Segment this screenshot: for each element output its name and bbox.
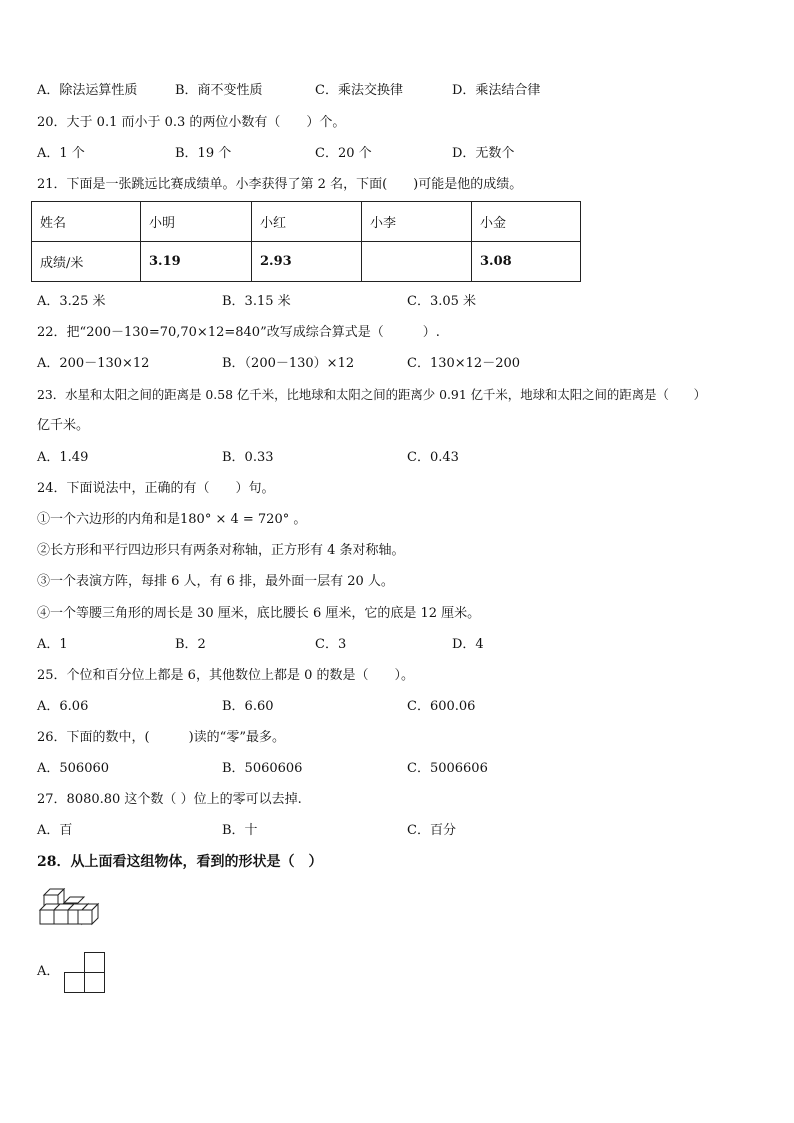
q26-option-a[interactable]: A．506060 xyxy=(37,761,110,776)
q19-option-c[interactable]: C．乘法交换律 xyxy=(315,83,403,98)
q25-option-c[interactable]: C．600.06 xyxy=(407,699,476,714)
q24-option-c[interactable]: C．3 xyxy=(315,637,347,652)
table-header-cell: 小红 xyxy=(252,202,362,242)
q23-stem-continued: 亿千米。 xyxy=(37,418,90,433)
q24-stem: 24．下面说法中，正确的有（ ）句。 xyxy=(37,481,275,496)
q23-option-c[interactable]: C．0.43 xyxy=(407,450,459,465)
q20-option-a[interactable]: A．1 个 xyxy=(37,146,85,161)
q20-option-c[interactable]: C．20 个 xyxy=(315,146,372,161)
q20-option-b[interactable]: B．19 个 xyxy=(175,146,232,161)
q19-option-a[interactable]: A．除法运算性质 xyxy=(37,83,138,98)
q24-statement-3: ③一个表演方阵，每排 6 人，有 6 排，最外面一层有 20 人。 xyxy=(37,574,394,589)
q26-option-c[interactable]: C．5006606 xyxy=(407,761,488,776)
q22-option-a[interactable]: A．200－130×12 xyxy=(37,356,150,371)
q19-option-d[interactable]: D．乘法结合律 xyxy=(452,83,541,98)
q23-option-a[interactable]: A．1.49 xyxy=(37,450,89,465)
q23-stem: 23．水星和太阳之间的距离是 0.58 亿千米，比地球和太阳之间的距离少 0.91 亿千米，地球和太阳之间的距离是（ ） xyxy=(37,387,707,402)
q21-option-c[interactable]: C．3.05 米 xyxy=(407,294,477,309)
table-header-cell: 小李 xyxy=(362,202,472,242)
q27-option-a[interactable]: A．百 xyxy=(37,823,73,838)
q24-option-b[interactable]: B．2 xyxy=(175,637,206,652)
q23-option-b[interactable]: B．0.33 xyxy=(222,450,274,465)
q20-stem: 20．大于 0.1 而小于 0.3 的两位小数有（ ）个。 xyxy=(37,115,346,130)
table-cell: 3.08 xyxy=(472,242,581,282)
q24-option-d[interactable]: D．4 xyxy=(452,637,484,652)
table-header-cell: 姓名 xyxy=(32,202,141,242)
q28-option-a[interactable]: A． xyxy=(37,964,60,979)
q22-stem: 22．把“200－130=70,70×12=840”改写成综合算式是（ ）. xyxy=(37,325,440,340)
q19-option-b[interactable]: B．商不变性质 xyxy=(175,83,263,98)
table-cell: 3.19 xyxy=(141,242,252,282)
table-cell: 成绩/米 xyxy=(32,242,141,282)
q27-stem: 27．8080.80 这个数（ ）位上的零可以去掉. xyxy=(37,792,302,807)
score-table xyxy=(31,201,581,282)
q27-option-b[interactable]: B．十 xyxy=(222,823,258,838)
q27-option-c[interactable]: C．百分 xyxy=(407,823,456,838)
q24-statement-1: ①一个六边形的内角和是180° × 4 = 720° 。 xyxy=(37,512,307,527)
q21-option-b[interactable]: B．3.15 米 xyxy=(222,294,291,309)
table-cell: 2.93 xyxy=(252,242,362,282)
table-header-cell: 小金 xyxy=(472,202,581,242)
table-row xyxy=(32,242,581,282)
q21-option-a[interactable]: A．3.25 米 xyxy=(37,294,106,309)
table-header-cell: 小明 xyxy=(141,202,252,242)
cube-stack-figure xyxy=(38,888,102,934)
q25-option-b[interactable]: B．6.60 xyxy=(222,699,274,714)
q25-option-a[interactable]: A．6.06 xyxy=(37,699,89,714)
q26-stem: 26．下面的数中，( )读的“零”最多。 xyxy=(37,730,285,745)
q26-option-b[interactable]: B．5060606 xyxy=(222,761,303,776)
q22-option-b[interactable]: B．（200－130）×12 xyxy=(222,356,355,371)
q24-statement-2: ②长方形和平行四边形只有两条对称轴，正方形有 4 条对称轴。 xyxy=(37,543,405,558)
q24-statement-4: ④一个等腰三角形的周长是 30 厘米，底比腰长 6 厘米，它的底是 12 厘米。 xyxy=(37,606,481,621)
q25-stem: 25．个位和百分位上都是 6，其他数位上都是 0 的数是（ ）。 xyxy=(37,668,414,683)
q28-option-a-shape[interactable] xyxy=(63,951,107,995)
q20-option-d[interactable]: D．无数个 xyxy=(452,146,515,161)
q28-stem: 28．从上面看这组物体，看到的形状是（ ） xyxy=(37,854,323,870)
q24-option-a[interactable]: A．1 xyxy=(37,637,68,652)
q22-option-c[interactable]: C．130×12－200 xyxy=(407,356,521,371)
table-cell xyxy=(362,242,472,282)
table-header-row xyxy=(32,202,581,242)
q21-stem: 21．下面是一张跳远比赛成绩单。小李获得了第 2 名，下面( )可能是他的成绩。 xyxy=(37,177,523,192)
